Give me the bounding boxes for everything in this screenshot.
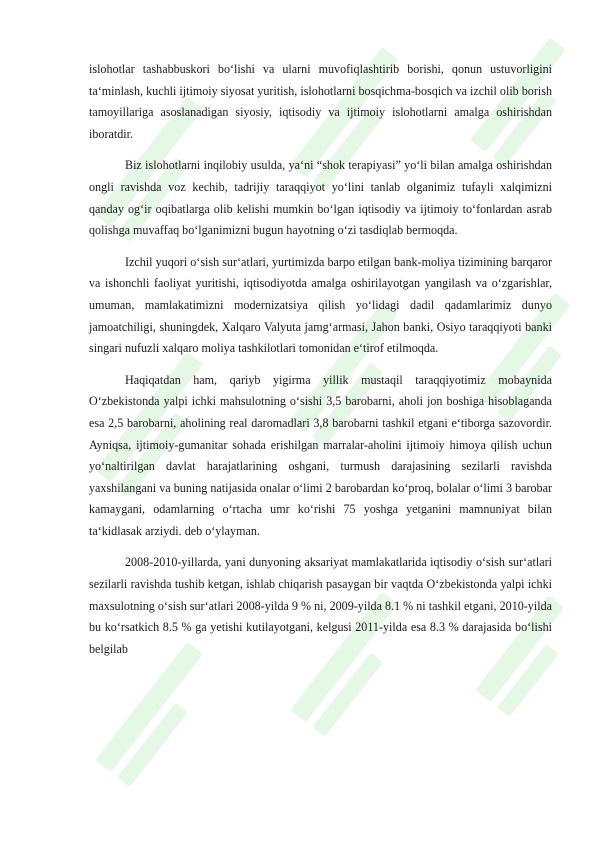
paragraph-3: Izchil yuqori o‘sish sur‘atlari, yurtimizda barpo etilgan bank-moliya tizimining barqaror va ishonchli faoliyat yuritishi, iqtisodiyotda amalga oshirilayotgan yangilash va o‘zgarishlar, umuman, mamlakatimizni modernizatsiya qilish yo‘lidagi dadil qadamlarimiz dunyo jamoatchiligi, shuningdek, Xalqaro Valyuta jamg‘armasi, Jahon banki, Osiyo taraqqiyoti banki singari nufuzli xalqaro moliya tashkilotlari tomonidan e‘tirof etilmoqda.	[89, 254, 552, 356]
paragraph-4: Haqiqatdan ham, qariyb yigirma yillik mustaqil taraqqiyotimiz mobaynida O‘zbekistonda yalpi ichki mahsulotning o‘sishi 3,5 barobarni, aholi jon boshiga hisoblaganda esa 2,5 barobarni, aholining real daromadlari 3,8 barobarni tashkil etgani e‘tiborga sazovordir. Ayniqsa, ijtimoiy-gumanitar sohada erishilgan marralar-aholini ijtimoiy himoya qilish uchun yo‘naltirilgan davlat harajatlarining oshgani, turmush darajasining sezilarli ravishda yaxshilangani va buning natijasida onalar o‘limi 2 barobardan ko‘proq, bolalar o‘limi 3 barobar kamaygani, odamlarning o‘rtacha umr ko‘rishi 75 yoshga yetganini mamnuniyat bilan ta‘kidlasak arziydi. deb o‘ylayman.	[89, 372, 552, 538]
paragraph-2: Biz islohotlarni inqilobiy usulda, ya‘ni “shok terapiyasi” yo‘li bilan amalga oshirishdan ongli ravishda voz kechib, tadrijiy taraqqiyot yo‘lini tanlab olganimiz tufayli xalqimizni qanday og‘ir oqibatlarga olib kelishi mumkin bo‘lgan iqtisodiy va ijtimoiy to‘fonlardan asrab qolishga muvaffaq bo‘lganimizni bugun hayotning o‘zi tasdiqlab bermoqda.	[89, 158, 552, 238]
paragraph-5: 2008-2010-yillarda, yani dunyoning aksariyat mamlakatlarida iqtisodiy o‘sish sur‘atlari sezilarli ravishda tushib ketgan, ishlab chiqarish pasaygan bir vaqtda O‘zbekistonda yalpi ichki maxsulotning o‘sish sur‘atlari 2008-yilda 9 % ni, 2009-yilda 8.1 % ni tashkil etgani, 2010-yilda bu ko‘rsatkich 8.5 % ga yetishi kutilayotgani, kelgusi 2011-yilda esa 8.3 % darajasida bo‘lishi belgilab	[89, 555, 552, 656]
paragraph-1: islohotlar tashabbuskori bo‘lishi va ularni muvofiqlashtirib borishi, qonun ustuvorligini ta‘minlash, kuchli ijtimoiy siyosat yuritish, islohotlarni bosqichma-bosqich va izchil olib borish tamoyillariga asoslanadigan siyosiy, iqtisodiy va ijtimoiy islohotlarni amalga oshirishdan iboratdir.	[89, 62, 552, 141]
document-body	[89, 59, 552, 660]
